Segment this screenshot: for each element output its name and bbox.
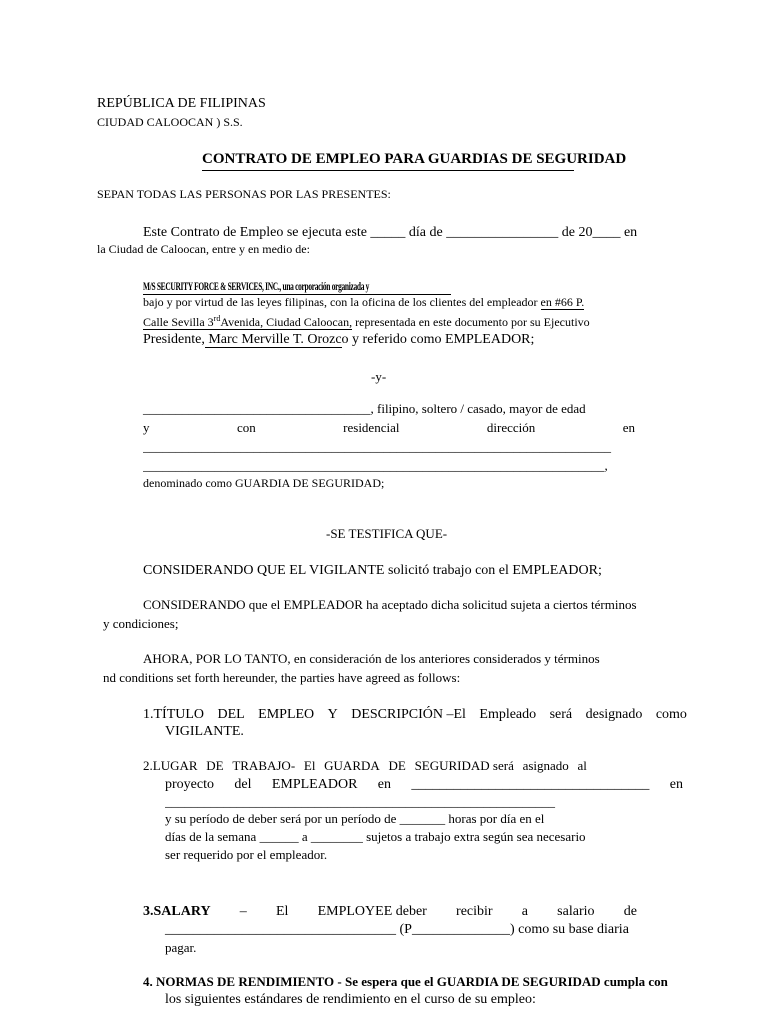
whereas-2-line2: y condiciones; xyxy=(103,616,179,631)
clause-2-line3: y su período de deber será por un período de _______ horas por día en el xyxy=(165,811,545,826)
employer-address-part1: en #66 P. xyxy=(540,295,585,309)
employer-address-part2: Calle Sevilla 3rdAvenida, Ciudad Caloocan, xyxy=(143,314,353,329)
employer-law-text: bajo y por virtud de las leyes filipinas, con la oficina de los clientes del empleador xyxy=(143,295,538,309)
city-header: CIUDAD CALOOCAN ) S.S. xyxy=(97,115,243,129)
salary-label: 3.SALARY xyxy=(143,904,211,919)
contract-date-line: Este Contrato de Empleo se ejecuta este _____ día de ________________ de 20____ en xyxy=(143,225,638,240)
employee-address-blank2: _______________________________________________________________________, xyxy=(143,459,608,473)
employee-address-blank1: ________________________________________________________________________ xyxy=(143,440,611,454)
now-therefore-line2: nd conditions set forth hereunder, the parties have agreed as follows: xyxy=(103,670,461,685)
employer-line3: Presidente, Marc Merville T. Orozco y referido como EMPLEADOR; xyxy=(143,332,535,347)
clause-3-line3: pagar. xyxy=(165,940,197,955)
whereas-1: CONSIDERANDO QUE EL VIGILANTE solicitó trabajo con el EMPLEADOR; xyxy=(143,563,602,578)
clause-4-line1: 4. NORMAS DE RENDIMIENTO - Se espera que el GUARDIA DE SEGURIDAD cumpla con xyxy=(143,974,668,989)
witness-heading: -SE TESTIFICA QUE- xyxy=(326,526,448,541)
clause-3-line1: 3.SALARY – El EMPLOYEE deber recibir a salario de xyxy=(143,904,637,919)
employee-line1: ___________________________________, filipino, soltero / casado, mayor de edad xyxy=(143,401,586,416)
contract-place-line: la Ciudad de Caloocan, entre y en medio de: xyxy=(97,242,310,256)
clause-4-line2: los siguientes estándares de rendimiento en el curso de su empleo: xyxy=(165,992,536,1007)
clause-2-line5: ser requerido por el empleador. xyxy=(165,847,328,862)
employer-line1 xyxy=(143,296,584,310)
employee-address-words: y con residencial dirección en xyxy=(143,420,635,435)
intro-text: SEPAN TODAS LAS PERSONAS POR LAS PRESENTES: xyxy=(97,187,391,201)
employer-representation: representada en este documento por su Ejecutivo xyxy=(352,315,590,329)
clause-1-line2: VIGILANTE. xyxy=(165,724,244,739)
president-name: Marc Merville T. Orozc xyxy=(204,332,342,347)
clause-2-line4: días de la semana ______ a ________ sujetos a trabajo extra según sea necesario xyxy=(165,829,586,844)
clause-1-line1: 1.TÍTULO DEL EMPLEO Y DESCRIPCIÓN –El Empleado será designado como xyxy=(143,707,687,722)
employee-designation: denominado como GUARDIA DE SEGURIDAD; xyxy=(143,476,385,490)
clause-2-line2: proyecto del EMPLEADOR en __________________________________ en xyxy=(165,777,683,792)
employer-line2 xyxy=(143,314,590,330)
clause-2-line1: 2.LUGAR DE TRABAJO- El GUARDA DE SEGURIDAD será asignado al xyxy=(143,758,587,773)
now-therefore-line1: AHORA, POR LO TANTO, en consideración de los anteriores considerados y términos xyxy=(143,651,600,666)
clause-3-line2: _________________________________ (P______________) como su base diaria xyxy=(165,922,629,937)
clause-2-blank: ____________________________________________________________ xyxy=(165,795,555,809)
document-title: CONTRATO DE EMPLEO PARA GUARDIAS DE SEGURIDAD xyxy=(202,151,574,171)
country-header: REPÚBLICA DE FILIPINAS xyxy=(97,96,266,111)
whereas-2-line1: CONSIDERANDO que el EMPLEADOR ha aceptado dicha solicitud sujeta a ciertos términos xyxy=(143,597,637,612)
and-separator: -y- xyxy=(371,369,387,384)
employer-company: M/S SECURITY FORCE & SERVICES, INC., una corporación organizada y xyxy=(143,280,451,295)
